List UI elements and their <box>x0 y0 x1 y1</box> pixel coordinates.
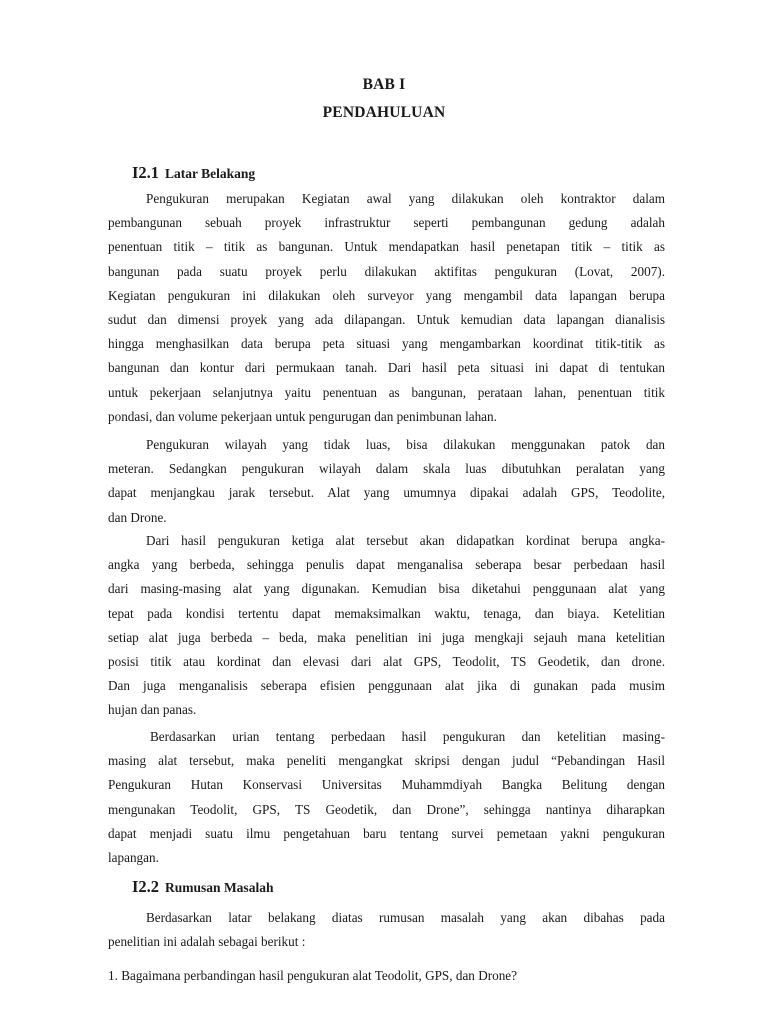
text-line: bangunan pada suatu proyek perlu dilakukan aktifitas pengukuran (Lovat, 2007). <box>108 263 665 279</box>
numbered-list <box>108 964 665 988</box>
text-line: sudut dan dimensi proyek yang ada dilapangan. Untuk kemudian data lapangan dianalisis <box>108 311 665 327</box>
text-line: Pengukuran wilayah yang tidak luas, bisa dilakukan menggunakan patok dan <box>146 437 665 452</box>
text-line: Dan juga menganalisis seberapa efisien penggunaan alat jika di gunakan pada musim <box>108 678 665 694</box>
text-line: hujan dan panas. <box>108 702 197 718</box>
text-line: untuk pekerjaan selanjutnya yaitu penentuan as bangunan, perataan lahan, penentuan titik <box>108 384 665 400</box>
text-line: Pengukuran Hutan Konservasi Universitas Muhammdiyah Bangka Belitung dengan <box>108 777 665 793</box>
text-line: pembangunan sebuah proyek infrastruktur seperti pembangunan gedung adalah <box>108 215 665 231</box>
text-line: Kegiatan pengukuran ini dilakukan oleh surveyor yang mengambil data lapangan berupa <box>108 287 665 303</box>
section-number: I2.1 <box>132 163 160 182</box>
paragraph-1 <box>108 187 665 429</box>
text-line: dari masing-masing alat yang digunakan. Kemudian bisa diketahui penggunaan alat yang <box>108 581 665 597</box>
text-line: dan Drone. <box>108 509 167 525</box>
text-line: penentuan titik – titik as bangunan. Untuk mendapatkan hasil penetapan titik – titik as <box>108 239 665 255</box>
text-line: Berdasarkan latar belakang diatas rumusan masalah yang akan dibahas pada <box>146 910 665 925</box>
text-line: lapangan. <box>108 849 159 865</box>
text-line: dapat menjangkau jarak tersebut. Alat yang umumnya dipakai adalah GPS, Teodolite, <box>108 485 665 501</box>
paragraph-4 <box>108 725 665 870</box>
section-title: Rumusan Masalah <box>165 880 274 895</box>
text-line: setiap alat juga berbeda – beda, maka penelitian ini juga mengkaji sejauh mana ketelitian <box>108 629 665 645</box>
text-line: masing alat tersebut, maka peneliti mengangkat skripsi dengan judul “Pebandingan Hasil <box>108 753 665 769</box>
text-line: Pengukuran merupakan Kegiatan awal yang dilakukan oleh kontraktor dalam <box>146 191 665 206</box>
text-line: dapat menjadi suatu ilmu pengetahuan baru tentang survei pemetaan yakni pengukuran <box>108 825 665 841</box>
paragraph-2 <box>108 433 665 530</box>
text-line: tepat pada kondisi tertentu dapat memaksimalkan waktu, tenaga, dan biaya. Ketelitian <box>108 605 665 621</box>
chapter-number: BAB I <box>362 76 406 93</box>
text-line: pondasi, dan volume pekerjaan untuk pengurugan dan penimbunan lahan. <box>108 408 497 424</box>
section-number: I2.2 <box>132 877 160 896</box>
section-heading-latar-belakang <box>132 163 255 183</box>
text-line: penelitian ini adalah sebagai berikut : <box>108 934 306 950</box>
paragraph-3 <box>108 529 665 723</box>
text-line: Dari hasil pengukuran ketiga alat tersebut akan didapatkan kordinat berupa angka- <box>146 533 665 548</box>
section-heading-rumusan-masalah <box>132 877 273 897</box>
paragraph-5 <box>108 906 665 954</box>
text-line: mengunakan Teodolit, GPS, TS Geodetik, dan Drone”, sehingga nantinya diharapkan <box>108 801 665 817</box>
text-line: posisi titik atau kordinat dan elevasi dari alat GPS, Teodolit, TS Geodetik, dan drone. <box>108 653 665 669</box>
chapter-title: PENDAHULUAN <box>322 104 446 121</box>
section-title: Latar Belakang <box>165 166 256 181</box>
text-line: bangunan dan kontur dari permukaan tanah. Dari hasil peta situasi ini dapat di tentukan <box>108 360 665 376</box>
text-line: hingga menghasilkan data berupa peta situasi yang mengambarkan koordinat titik-titik as <box>108 336 665 352</box>
text-line: angka yang berbeda, sehingga penulis dapat menganalisa seberapa besar perbedaan hasil <box>108 557 665 573</box>
text-line: Berdasarkan urian tentang perbedaan hasil pengukuran dan ketelitian masing- <box>150 729 665 744</box>
list-item: 1. Bagaimana perbandingan hasil pengukuran alat Teodolit, GPS, dan Drone? <box>108 968 518 983</box>
text-line: meteran. Sedangkan pengukuran wilayah dalam skala luas dibutuhkan peralatan yang <box>108 461 665 477</box>
